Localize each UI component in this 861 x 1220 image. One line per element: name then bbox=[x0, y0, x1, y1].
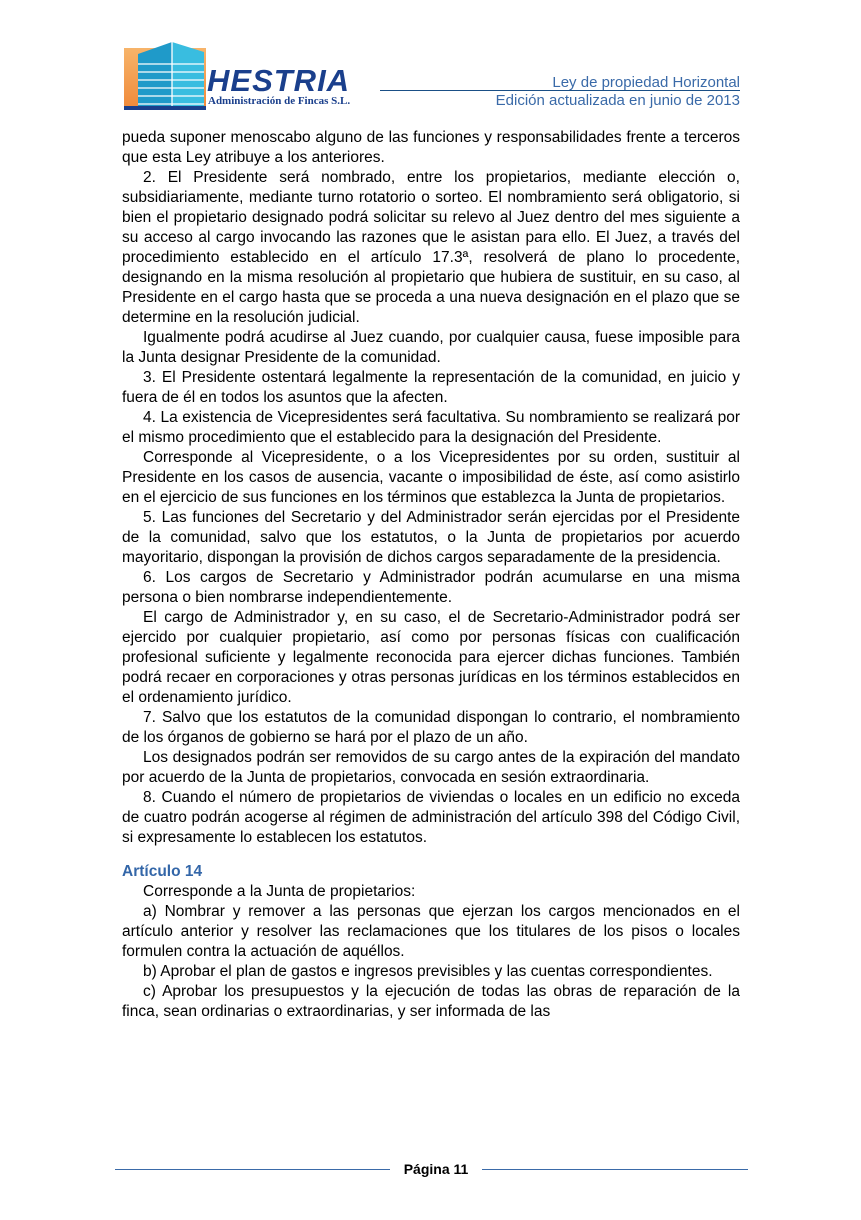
paragraph: b) Aprobar el plan de gastos e ingresos previsibles y las cuentas correspondientes. bbox=[143, 963, 713, 980]
paragraph: c) Aprobar los presupuestos y la ejecución de todas las obras de reparación de la finca, sean ordinarias o extraordinarias, y ser informada de las bbox=[122, 983, 740, 1020]
paragraph: Corresponde a la Junta de propietarios: bbox=[143, 883, 416, 900]
paragraph: 6. Los cargos de Secretario y Administrador podrán acumularse en una misma persona o bien nombrarse independientemente. bbox=[122, 569, 740, 606]
paragraph: 4. La existencia de Vicepresidentes será facultativa. Su nombramiento se realizará por el mismo procedimiento que el establecido para la designación del Presidente. bbox=[122, 409, 740, 446]
page-footer bbox=[0, 1158, 861, 1188]
paragraph: pueda suponer menoscabo alguno de las funciones y responsabilidades frente a terceros que esta Ley atribuye a los anteriores. bbox=[122, 129, 740, 166]
page-header bbox=[0, 0, 861, 120]
footer-divider-left bbox=[115, 1169, 390, 1170]
page-number: Página 11 bbox=[403, 1161, 469, 1177]
paragraph: a) Nombrar y remover a las personas que ejerzan los cargos mencionados en el artículo anterior y resolver las reclamaciones que los titulares de los pisos o locales formulen contra la actuación de aquéllos. bbox=[122, 903, 740, 960]
paragraph: 7. Salvo que los estatutos de la comunidad dispongan lo contrario, el nombramiento de los órganos de gobierno se hará por el plazo de un año. bbox=[122, 709, 740, 746]
paragraph: Corresponde al Vicepresidente, o a los Vicepresidentes por su orden, sustituir al Presidente en los casos de ausencia, vacante o imposibilidad de éste, así como asistirlo en el ejercicio de sus funciones en los términos que establezca la Junta de propietarios. bbox=[122, 449, 740, 506]
header-divider bbox=[380, 90, 740, 91]
document-edition: Edición actualizada en junio de 2013 bbox=[495, 92, 740, 109]
paragraph: Los designados podrán ser removidos de su cargo antes de la expiración del mandato por acuerdo de la Junta de propietarios, convocada en sesión extraordinaria. bbox=[122, 749, 740, 786]
footer-divider-right bbox=[482, 1169, 748, 1170]
paragraph: 2. El Presidente será nombrado, entre los propietarios, mediante elección o, subsidiariamente, mediante turno rotatorio o sorteo. El nombramiento será obligatorio, si bien el propietario designado podrá solicitar su relevo al Juez dentro del mes siguiente a su acceso al cargo invocando las razones que le asistan para ello. El Juez, a través del procedimiento establecido en el artículo 17.3ª, resolverá de plano lo procedente, designando en la misma resolución al propietario que hubiera de sustituir, en su caso, al Presidente en el cargo hasta que se proceda a una nueva designación en el plazo que se determine en la resolución judicial. bbox=[122, 169, 740, 326]
article-heading: Artículo 14 bbox=[122, 863, 203, 880]
paragraph: 5. Las funciones del Secretario y del Administrador serán ejercidas por el Presidente de la comunidad, salvo que los estatutos, o la Junta de propietarios por acuerdo mayoritario, dispongan la provisión de dichos cargos separadamente de la presidencia. bbox=[122, 509, 740, 566]
paragraph: El cargo de Administrador y, en su caso, el de Secretario-Administrador podrá ser ejercido por cualquier propietario, así como por personas físicas con cualificación profesional suficiente y legalmente reconocida para ejercer dichas funciones. También podrá recaer en corporaciones y otras personas jurídicas en los términos establecidos en el ordenamiento jurídico. bbox=[122, 609, 740, 706]
paragraph: Igualmente podrá acudirse al Juez cuando, por cualquier causa, fuese imposible para la Junta designar Presidente de la comunidad. bbox=[122, 329, 740, 366]
paragraph: 3. El Presidente ostentará legalmente la representación de la comunidad, en juicio y fuera de él en todos los asuntos que la afecten. bbox=[122, 369, 740, 406]
logo-subtitle: Administración de Fincas S.L. bbox=[208, 95, 351, 107]
logo-wordmark: HESTRIA bbox=[207, 63, 351, 98]
page-body bbox=[122, 128, 740, 1022]
document-title: Ley de propiedad Horizontal bbox=[552, 74, 740, 91]
paragraph: 8. Cuando el número de propietarios de viviendas o locales en un edificio no exceda de cuatro podrán acogerse al régimen de administración del artículo 398 del Código Civil, si expresamente lo establecen los estatutos. bbox=[122, 789, 740, 846]
